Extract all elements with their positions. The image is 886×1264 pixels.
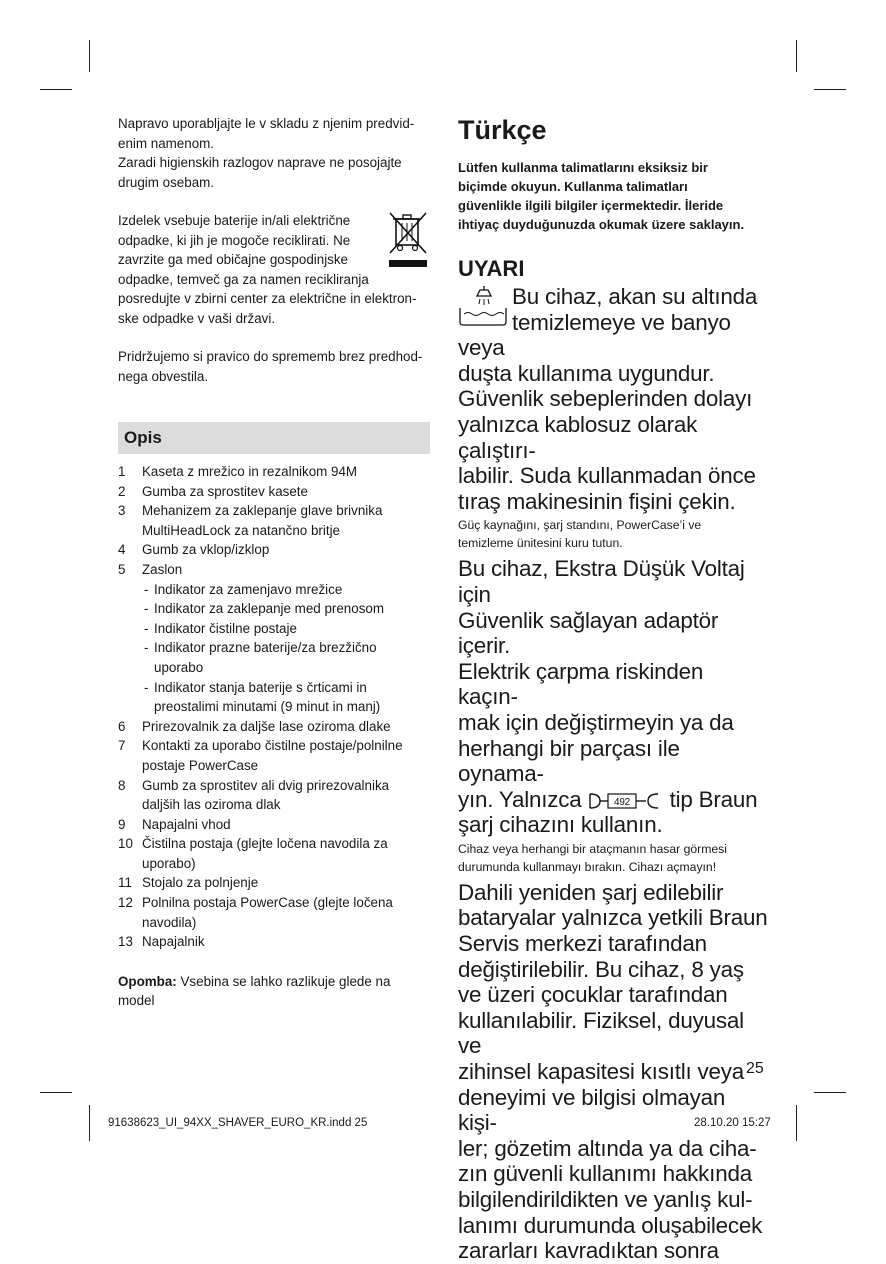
parts-list [118, 462, 430, 952]
usage-paragraph: Napravo uporabljajte le v skladu z njenim predvid- enim namenom. Zaradi higienskih razlogov naprave ne posojajte drugim osebam. [118, 116, 415, 190]
list-item: 8 Gumb za sprostitev ali dvig prirezovalnika daljših las oziroma dlak [118, 777, 390, 813]
note: Opomba: Vsebina se lahko razlikuje glede na model [118, 973, 391, 1009]
list-item: 12 Polnilna postaja PowerCase (glejte ločena navodila) [118, 895, 393, 930]
sub-list-item: - Indikator prazne baterije/za brezžično uporabo [144, 640, 377, 675]
list-item: 9 Napajalni vhod [118, 816, 231, 832]
crop-mark [814, 89, 846, 90]
intro-paragraph: Lütfen kullanma talimatlarını eksiksiz bir biçimde okuyun. Kullanma talimatları güvenlikle ilgili bilgiler içermektedir. İleride ihtiyaç duyduğunuzda okumak üzere saklayın. [458, 160, 745, 232]
power-plug-492-icon [588, 790, 664, 812]
warning-block-2: Bu cihaz, Ekstra Düşük Voltaj için Güvenlik sağlayan adaptör içerir. Elektrik çarpma riskinden kaçın- mak için değiştirmeyin ya da herhangi bir parçası ile oynama- yın. Yalnızca 492 tip Braun şarj cihazını kullanın. [458, 556, 758, 838]
list-item: 1 Kaseta z mrežico in rezalnikom 94M [118, 464, 358, 479]
page-number: 25 [746, 1060, 764, 1077]
list-item: 6 Prirezovalnik za daljše lase oziroma dlake [118, 718, 391, 734]
footer-file-info: 91638623_UI_94XX_SHAVER_EURO_KR.indd 25 [108, 1117, 368, 1129]
list-item: 5 Zaslon [118, 561, 183, 577]
section-heading-opis: Opis [118, 422, 430, 454]
crop-mark [40, 1092, 72, 1093]
warning-block-1: Bu cihaz, akan su altında temizlemeye ve banyo veya duşta kullanıma uygundur. Güvenlik sebeplerinden dolayı yalnızca kablosuz olarak çalıştırı- labilir. Suda kullanmadan önce tıraş makinesinin fişini çekin. [458, 284, 758, 514]
language-title: Türkçe [458, 115, 547, 145]
list-item: 13 Napajalnik [118, 934, 205, 950]
warning-block-3: Dahili yeniden şarj edilebilir bataryalar yalnızca yetkili Braun Servis merkezi tarafından değiştirilebilir. Bu cihaz, 8 yaş ve üzeri çocuklar tarafından kullanılabilir. Fiziksel, duyusal ve zihinsel kapasitesi kısıtlı veya deneyimi ve bilgisi olmayan kişi- ler; gözetim altında ya da ciha- zın güvenli kullanımı hakkında bilgilendirildikten ve yanlış kul- lanımı durumunda oluşabilecek zararları kavradıktan sonra [458, 879, 768, 1264]
warning-title: UYARI [458, 256, 525, 281]
footer-timestamp: 28.10.20 15:27 [694, 1117, 771, 1129]
weee-paragraph: Izdelek vsebuje baterije in/ali električne odpadke, ki jih je mogoče reciklirati. Ne zavrzite ga med običajne gospodinjske odpadke, temveč ga za namen recikliranja posredujte v zbirni center za električne in elektron- ske odpadke v vaši državi. [118, 211, 430, 328]
crop-mark [796, 1105, 797, 1141]
small-note-1: Güç kaynağını, şarj standını, PowerCase’i ve temizleme ünitesini kuru tutun. [458, 518, 702, 551]
sub-list-item: - Indikator stanja baterije s črticami in preostalimi minutami (9 minut in manj) [144, 679, 381, 715]
small-note-2: Cihaz veya herhangi bir ataçmanın hasar görmesi durumunda kullanmayı bırakın. Cihazı açmayın! [458, 841, 727, 874]
crop-mark [89, 40, 90, 72]
crop-mark [40, 89, 72, 90]
sub-list-item: - Indikator za zamenjavo mrežice [144, 581, 343, 597]
crop-mark [814, 1092, 846, 1093]
shower-bath-icon [458, 284, 508, 328]
list-item: 11 Stojalo za polnjenje [118, 875, 259, 891]
list-item: 7 Kontakti za uporabo čistilne postaje/polnilne postaje PowerCase [118, 738, 403, 773]
right-column [458, 114, 768, 1264]
list-item: 10 Čistilna postaja (glejte ločena navodila za uporabo) [118, 836, 388, 871]
sub-list-item: - Indikator čistilne postaje [144, 620, 297, 636]
changes-paragraph: Pridržujemo si pravico do sprememb brez predhod- nega obvestila. [118, 349, 423, 384]
crossed-bin-icon [386, 211, 430, 269]
sub-list-item: - Indikator za zaklepanje med prenosom [144, 601, 385, 617]
list-item: 2 Gumba za sprostitev kasete [118, 483, 308, 499]
crop-mark [796, 40, 797, 72]
crop-mark [89, 1105, 90, 1141]
list-item: 4 Gumb za vklop/izklop [118, 542, 270, 558]
left-column [118, 114, 430, 1011]
list-item: 3 Mehanizem za zaklepanje glave brivnika MultiHeadLock za natančno britje [118, 503, 383, 538]
svg-text:492: 492 [613, 796, 630, 808]
